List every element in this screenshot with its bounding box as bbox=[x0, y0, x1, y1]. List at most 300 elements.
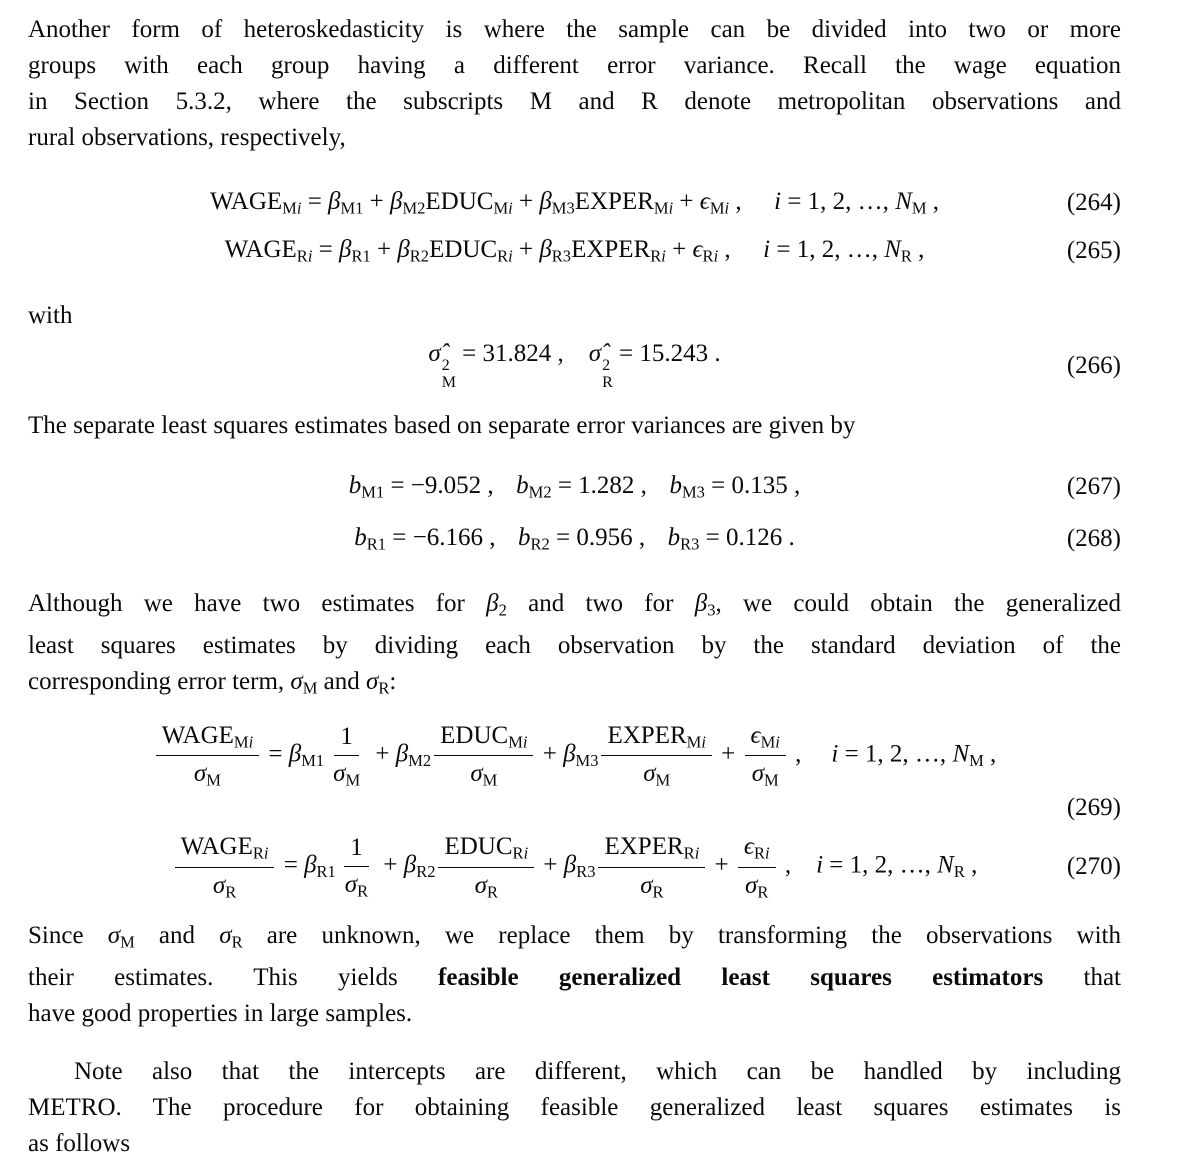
text-line bbox=[28, 1126, 1121, 1162]
math-var: σ bbox=[640, 871, 653, 899]
text-run: 1 bbox=[340, 722, 353, 750]
text-run: EXPER bbox=[574, 187, 654, 215]
text-run: = bbox=[277, 851, 305, 879]
text-run: R bbox=[486, 882, 498, 902]
text-run: , bbox=[778, 851, 792, 879]
math-var: β bbox=[397, 235, 410, 263]
text-run: M bbox=[911, 198, 927, 218]
subscript bbox=[653, 882, 664, 901]
subscript bbox=[416, 862, 435, 881]
subscript bbox=[303, 679, 318, 698]
text-run: R bbox=[753, 843, 765, 863]
subscript bbox=[483, 771, 498, 790]
subscript bbox=[442, 374, 456, 392]
subscript bbox=[552, 246, 571, 265]
text-run: R2 bbox=[416, 862, 436, 882]
subscript bbox=[367, 534, 386, 553]
subscript bbox=[410, 246, 429, 265]
subscript bbox=[361, 482, 384, 501]
text-run: rural observations, respectively, bbox=[28, 124, 346, 151]
fraction-numerator bbox=[344, 833, 369, 867]
math-var: i bbox=[724, 198, 730, 218]
para-with bbox=[28, 298, 1121, 334]
text-run: = −9.052 , bbox=[384, 471, 494, 499]
text-run: R bbox=[602, 374, 613, 392]
subscript bbox=[487, 882, 498, 901]
text-run: Another form of heteroskedasticity is where the sample can be divided into two or more bbox=[28, 16, 1121, 43]
subscript bbox=[508, 732, 527, 751]
subscript bbox=[402, 198, 425, 217]
math-var: i bbox=[508, 198, 513, 218]
fraction-denominator bbox=[746, 756, 785, 790]
text-run: M bbox=[282, 198, 297, 218]
math-var: σ bbox=[193, 760, 207, 788]
text-run: and two for bbox=[506, 589, 695, 617]
text-run: M bbox=[302, 678, 318, 698]
text-run: EXPER bbox=[571, 235, 651, 263]
text-run: in Section 5.3.2, where the subscripts M and R denote metropolitan observations and bbox=[28, 88, 1121, 115]
text-run: + bbox=[512, 187, 540, 215]
subscript bbox=[225, 882, 236, 901]
math-var: i bbox=[668, 198, 674, 218]
subscript bbox=[901, 246, 912, 265]
math-var: σ̂ bbox=[588, 340, 602, 367]
text-run: M bbox=[206, 770, 221, 790]
text-run: 2 bbox=[441, 356, 450, 374]
fraction-denominator bbox=[469, 868, 504, 902]
subscript bbox=[576, 751, 599, 770]
math-var: σ bbox=[643, 760, 656, 788]
subscript bbox=[687, 732, 706, 751]
math-var: i bbox=[296, 198, 302, 218]
text-run: R bbox=[252, 843, 264, 863]
text-run: EDUC bbox=[425, 187, 494, 215]
text-run: + bbox=[665, 235, 693, 263]
math-var: β bbox=[563, 740, 576, 768]
subscript bbox=[684, 844, 700, 863]
subscript bbox=[408, 751, 431, 770]
text-run: , bbox=[926, 187, 940, 215]
text-run: , bbox=[788, 740, 802, 768]
para-intro bbox=[28, 12, 1121, 156]
math-var: σ bbox=[212, 871, 226, 899]
text-run: M bbox=[233, 732, 249, 752]
subscript bbox=[682, 482, 705, 501]
text-line bbox=[28, 628, 1121, 664]
text-run: METRO. The procedure for obtaining feasible generalized least squares estimates is bbox=[28, 1094, 1121, 1122]
subscript bbox=[650, 246, 666, 265]
text-run: and bbox=[134, 921, 220, 949]
equation-body bbox=[428, 340, 720, 392]
text-run: are unknown, we replace them by transforming the observations with bbox=[242, 921, 1122, 949]
subscript bbox=[253, 844, 269, 863]
math-var: β bbox=[563, 851, 577, 879]
text-run: = 1.282 , bbox=[551, 471, 647, 499]
fraction bbox=[156, 721, 259, 791]
math-var: i bbox=[764, 843, 770, 863]
text-run: M bbox=[508, 732, 523, 752]
equation-number: (270) bbox=[1066, 853, 1121, 881]
math-var: σ bbox=[344, 871, 358, 899]
equation-body bbox=[225, 236, 925, 266]
equation-body bbox=[349, 472, 800, 502]
text-run: R bbox=[231, 932, 243, 952]
text-run: R bbox=[296, 246, 308, 266]
math-var: b bbox=[517, 523, 531, 551]
math-var: i bbox=[508, 246, 513, 266]
math-var: b bbox=[667, 523, 681, 551]
text-run: M bbox=[686, 732, 702, 752]
math-var: i bbox=[523, 843, 529, 863]
text-run: 3 bbox=[707, 600, 716, 620]
text-run: R2 bbox=[409, 246, 430, 266]
text-run: groups with each group having a different error variance. Recall the wage equation bbox=[28, 52, 1121, 79]
fraction-numerator bbox=[156, 721, 259, 756]
subscript bbox=[357, 881, 368, 900]
text-run: M bbox=[655, 770, 671, 790]
text-run: corresponding error term, bbox=[28, 668, 291, 696]
math-var: ϵ bbox=[699, 187, 710, 215]
fraction-numerator bbox=[598, 832, 705, 867]
text-run: R3 bbox=[551, 246, 572, 266]
superscript bbox=[602, 357, 610, 375]
math-var: i bbox=[831, 740, 839, 768]
text-run: as follows bbox=[28, 1130, 131, 1158]
bold-text-run: feasible generalized least squares estimators bbox=[438, 964, 1044, 992]
text-run: that bbox=[1043, 964, 1121, 992]
text-run: R bbox=[497, 246, 509, 266]
text-run: Note also that the intercepts are different, which can be handled by including bbox=[74, 1058, 1121, 1086]
subscript bbox=[529, 482, 552, 501]
math-var: β bbox=[694, 589, 708, 617]
subscript bbox=[654, 198, 673, 217]
fraction-denominator bbox=[634, 868, 669, 902]
text-run: least squares estimates by dividing each observation by the standard deviation of the bbox=[28, 632, 1121, 660]
subscript bbox=[120, 932, 135, 951]
math-var: b bbox=[354, 523, 367, 551]
text-run: M1 bbox=[361, 482, 385, 502]
text-run: EXPER bbox=[604, 833, 684, 861]
equation-body bbox=[153, 721, 997, 791]
para-note bbox=[28, 1054, 1121, 1162]
text-run: Although we have two estimates for bbox=[28, 589, 487, 617]
math-var: i bbox=[816, 851, 824, 879]
text-run: M bbox=[482, 770, 498, 790]
text-run: M3 bbox=[551, 198, 575, 218]
subscript bbox=[513, 844, 529, 863]
text-run: R1 bbox=[316, 862, 336, 882]
fraction bbox=[745, 721, 786, 791]
text-run: have good properties in large samples. bbox=[28, 1000, 413, 1028]
math-var: i bbox=[263, 843, 269, 863]
math-var: b bbox=[348, 471, 362, 499]
text-run: M bbox=[709, 198, 725, 218]
subscript bbox=[497, 246, 513, 265]
subscript bbox=[346, 770, 361, 789]
text-run: M bbox=[120, 932, 135, 952]
text-run: M1 bbox=[301, 750, 325, 770]
text-run: = 15.243 . bbox=[612, 340, 721, 367]
fraction-denominator bbox=[637, 756, 676, 790]
text-run: = bbox=[262, 740, 289, 768]
fraction bbox=[327, 722, 366, 790]
text-run: + bbox=[363, 187, 391, 215]
math-var: σ̂ bbox=[428, 340, 441, 367]
text-run: their estimates. This yields bbox=[28, 964, 439, 992]
text-run: = bbox=[312, 235, 340, 263]
math-var: σ bbox=[745, 871, 758, 899]
text-run: , bbox=[964, 851, 978, 879]
math-var: N bbox=[895, 187, 912, 215]
fraction-numerator bbox=[334, 722, 359, 756]
math-var: σ bbox=[290, 668, 303, 696]
equation-number: (268) bbox=[1066, 524, 1121, 552]
subscript bbox=[378, 679, 389, 698]
math-var: σ bbox=[219, 921, 232, 949]
text-line bbox=[28, 12, 1121, 48]
math-var: β bbox=[328, 187, 341, 215]
math-var: i bbox=[307, 246, 313, 266]
text-run: + bbox=[714, 740, 742, 768]
math-var: β bbox=[304, 851, 317, 879]
subscript bbox=[969, 751, 984, 770]
subscript bbox=[301, 751, 324, 770]
math-var: β bbox=[390, 187, 403, 215]
subscript bbox=[552, 198, 575, 217]
subscript bbox=[602, 374, 613, 392]
text-run: EDUC bbox=[440, 721, 509, 749]
para-since bbox=[28, 918, 1121, 1032]
text-run: = 0.126 . bbox=[699, 523, 795, 551]
sup-sub-stack bbox=[442, 357, 456, 392]
subscript bbox=[761, 732, 780, 751]
text-line bbox=[28, 1090, 1121, 1126]
text-run: = 0.956 , bbox=[549, 523, 646, 551]
text-run: = bbox=[301, 187, 329, 215]
fraction bbox=[434, 721, 533, 791]
subscript bbox=[351, 246, 370, 265]
text-line bbox=[28, 298, 1121, 334]
subscript bbox=[703, 246, 719, 265]
fraction-denominator bbox=[464, 756, 503, 790]
text-run: R2 bbox=[530, 534, 550, 554]
text-run: = 1, 2, …, bbox=[823, 851, 938, 879]
text-run: EDUC bbox=[444, 833, 513, 861]
fraction bbox=[738, 832, 776, 902]
text-run: M bbox=[969, 750, 984, 770]
text-run: R1 bbox=[351, 246, 371, 266]
math-var: i bbox=[763, 235, 771, 263]
text-line bbox=[28, 918, 1121, 960]
text-line bbox=[28, 84, 1121, 120]
equation-number: (267) bbox=[1066, 472, 1121, 500]
text-run: WAGE bbox=[180, 833, 253, 861]
eq-265 bbox=[28, 230, 1121, 272]
math-var: ϵ bbox=[692, 235, 703, 263]
math-var: σ bbox=[474, 871, 487, 899]
text-line bbox=[28, 960, 1121, 996]
subscript bbox=[232, 932, 243, 951]
math-var: σ bbox=[366, 668, 379, 696]
text-run: R3 bbox=[680, 534, 700, 554]
text-run: , bbox=[718, 235, 731, 263]
text-line bbox=[28, 996, 1121, 1032]
text-run: + bbox=[537, 851, 564, 879]
math-var: i bbox=[661, 246, 666, 266]
math-var: i bbox=[694, 843, 700, 863]
fraction bbox=[175, 832, 275, 902]
math-var: N bbox=[884, 235, 901, 263]
text-run: R1 bbox=[366, 534, 387, 554]
math-var: σ bbox=[107, 921, 121, 949]
math-var: σ bbox=[751, 760, 765, 788]
subscript bbox=[680, 534, 699, 553]
fraction-denominator bbox=[339, 867, 374, 901]
subscript bbox=[912, 198, 927, 217]
text-line bbox=[28, 48, 1121, 84]
text-run: EXPER bbox=[607, 721, 687, 749]
fraction-numerator bbox=[738, 832, 776, 867]
text-run: M bbox=[760, 732, 776, 752]
eq-270 bbox=[28, 832, 1121, 902]
subscript bbox=[234, 732, 253, 751]
text-run: and bbox=[317, 668, 367, 696]
equation-number: (266) bbox=[1066, 351, 1121, 379]
fraction-numerator bbox=[175, 832, 275, 867]
math-var: i bbox=[775, 732, 780, 752]
eq-269 bbox=[28, 721, 1121, 823]
subscript bbox=[297, 246, 313, 265]
text-run: , bbox=[983, 740, 997, 768]
sup-sub-stack bbox=[602, 357, 613, 392]
text-run: M1 bbox=[340, 198, 364, 218]
text-run: M2 bbox=[408, 750, 432, 770]
math-var: β bbox=[539, 187, 552, 215]
text-line bbox=[28, 408, 1121, 444]
eq-267 bbox=[28, 466, 1121, 508]
fraction bbox=[598, 832, 705, 902]
fraction-denominator bbox=[739, 868, 774, 902]
subscript bbox=[754, 844, 770, 863]
fraction-denominator bbox=[188, 756, 227, 790]
text-run: M3 bbox=[575, 750, 599, 770]
subscript bbox=[206, 771, 221, 790]
eq-266 bbox=[28, 340, 1121, 392]
text-run: + bbox=[673, 187, 700, 215]
text-run: R bbox=[683, 843, 695, 863]
fraction-denominator bbox=[207, 868, 242, 902]
text-run: R bbox=[225, 882, 237, 902]
math-var: i bbox=[248, 732, 254, 752]
text-line bbox=[28, 664, 1121, 706]
text-run: + bbox=[377, 851, 404, 879]
text-run: R bbox=[757, 882, 769, 902]
equation-body bbox=[354, 524, 794, 554]
math-var: i bbox=[701, 732, 706, 752]
text-run: M bbox=[441, 374, 456, 392]
subscript bbox=[341, 198, 364, 217]
subscript bbox=[282, 198, 301, 217]
equation-body bbox=[172, 832, 978, 902]
math-var: β bbox=[403, 851, 417, 879]
math-var: N bbox=[937, 851, 954, 879]
subscript bbox=[499, 600, 507, 619]
superscript bbox=[442, 357, 450, 375]
subscript bbox=[656, 771, 671, 790]
text-run: R bbox=[652, 882, 664, 902]
subscript bbox=[710, 198, 729, 217]
math-var: β bbox=[288, 740, 302, 768]
subscript bbox=[757, 882, 768, 901]
math-var: σ bbox=[333, 759, 346, 787]
text-run: WAGE bbox=[224, 235, 297, 263]
fraction-numerator bbox=[438, 832, 534, 867]
text-line bbox=[28, 1054, 1121, 1090]
text-run: R3 bbox=[576, 862, 596, 882]
fraction-numerator bbox=[601, 721, 711, 756]
text-run: 2 bbox=[602, 356, 611, 374]
text-run: + bbox=[369, 740, 396, 768]
text-run: R bbox=[900, 246, 912, 266]
fraction bbox=[339, 833, 374, 901]
text-run: R bbox=[357, 881, 369, 901]
text-run: + bbox=[370, 235, 398, 263]
text-run: = 1, 2, …, bbox=[781, 187, 896, 215]
fraction-denominator bbox=[327, 756, 366, 790]
fraction-numerator bbox=[745, 721, 786, 756]
eq-264 bbox=[28, 182, 1121, 224]
text-run: = 0.135 , bbox=[704, 471, 801, 499]
text-run: WAGE bbox=[209, 187, 283, 215]
math-var: i bbox=[774, 187, 782, 215]
para-separate bbox=[28, 408, 1121, 444]
math-var: i bbox=[713, 246, 719, 266]
text-line bbox=[28, 586, 1121, 628]
math-var: N bbox=[952, 740, 970, 768]
text-line bbox=[28, 120, 1121, 156]
text-run: M2 bbox=[528, 482, 552, 502]
text-run: + bbox=[512, 235, 540, 263]
eq-268 bbox=[28, 518, 1121, 560]
math-var: b bbox=[516, 471, 529, 499]
text-run: , bbox=[729, 187, 742, 215]
text-run: = 31.824 , bbox=[455, 340, 564, 367]
fraction bbox=[438, 832, 534, 902]
math-var: b bbox=[669, 471, 682, 499]
text-run: M bbox=[345, 769, 361, 789]
text-run: : bbox=[389, 668, 397, 696]
text-run: M bbox=[764, 770, 779, 790]
text-run: M2 bbox=[402, 198, 426, 218]
text-run: R bbox=[953, 862, 965, 882]
math-var: i bbox=[522, 732, 528, 752]
text-run: M bbox=[493, 198, 509, 218]
text-run: Since bbox=[28, 921, 108, 949]
math-var: β bbox=[395, 740, 409, 768]
text-run: + bbox=[708, 851, 735, 879]
subscript bbox=[317, 862, 336, 881]
math-var: ϵ bbox=[750, 721, 761, 749]
math-var: β bbox=[339, 235, 352, 263]
text-run: + bbox=[536, 740, 564, 768]
text-run: , we could obtain the generalized bbox=[715, 589, 1122, 617]
subscript bbox=[530, 534, 549, 553]
para-although bbox=[28, 586, 1121, 707]
text-run: = 1, 2, …, bbox=[838, 740, 953, 768]
text-run: = −6.166 , bbox=[386, 523, 496, 551]
fraction-numerator bbox=[434, 721, 533, 756]
text-run: The separate least squares estimates based on separate error variances are given by bbox=[28, 411, 856, 439]
